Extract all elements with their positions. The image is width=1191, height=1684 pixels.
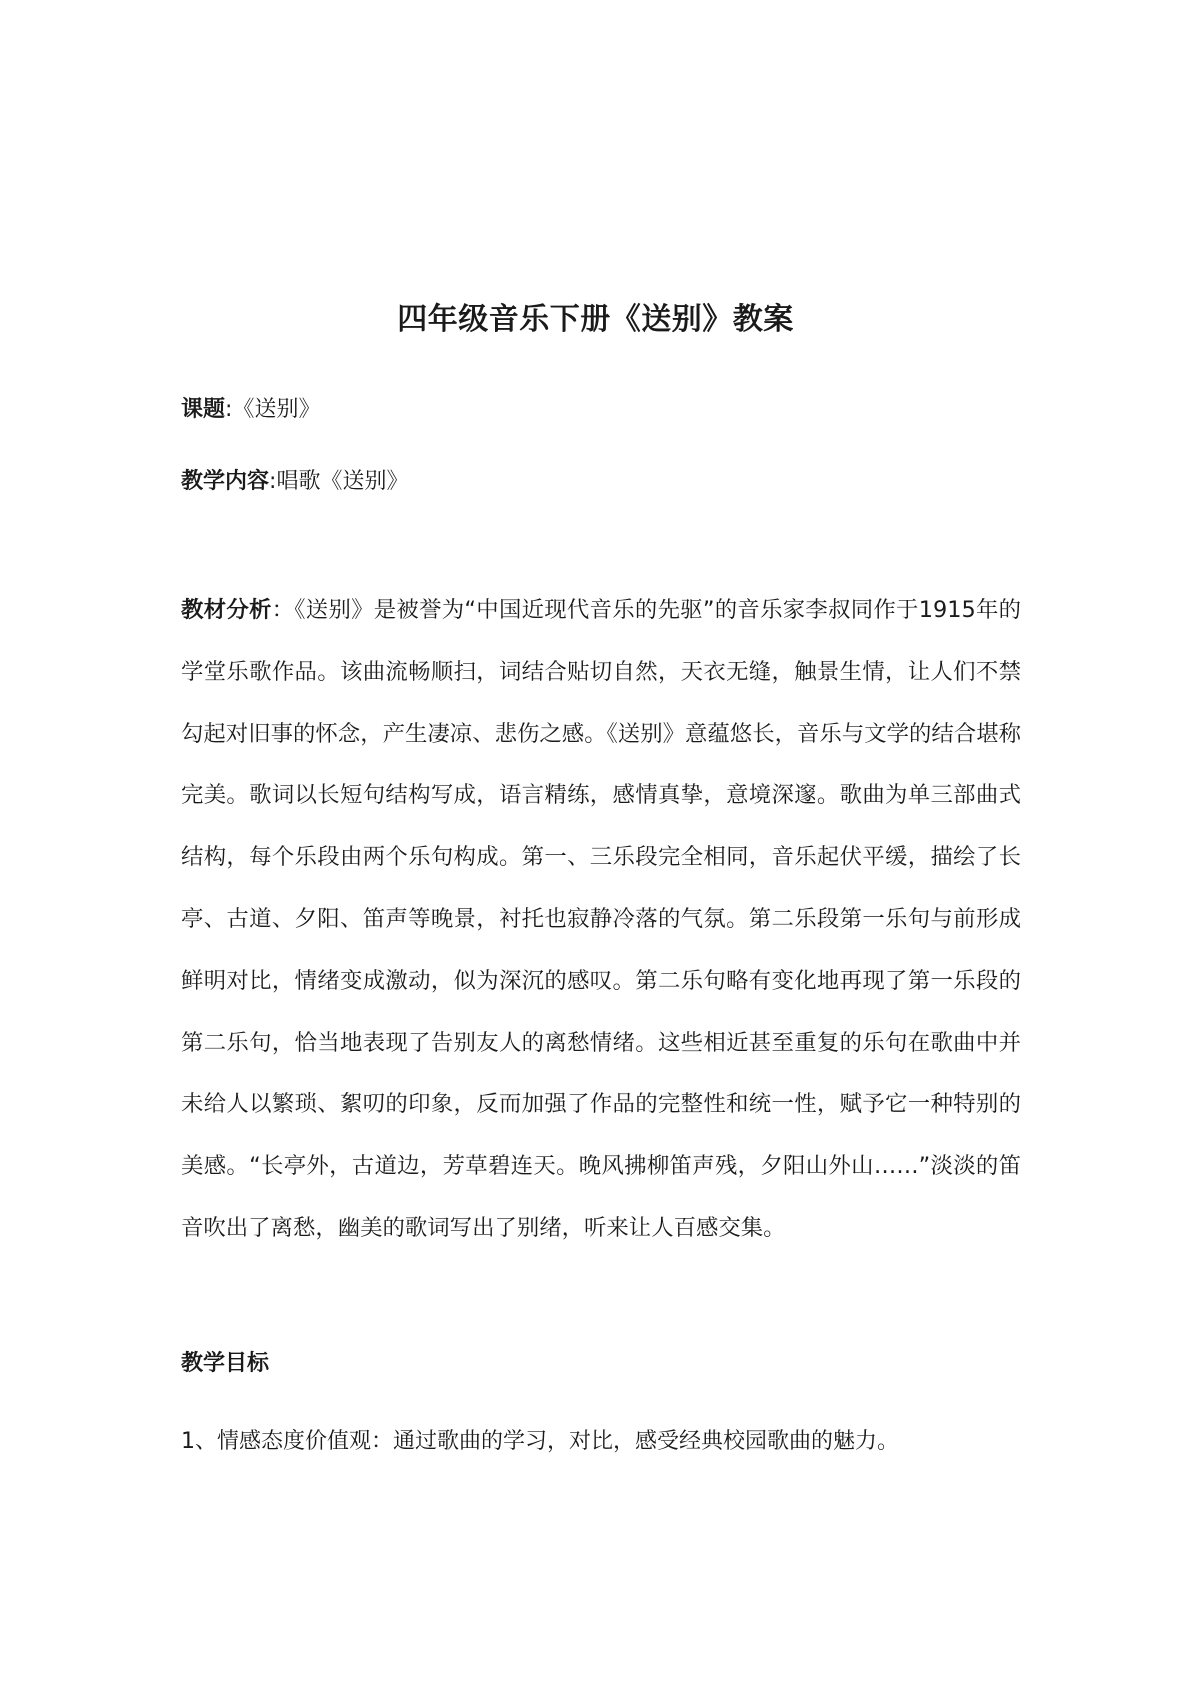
teaching-content-field: [181, 467, 1021, 497]
teaching-content-label: 教学内容: [181, 469, 270, 494]
material-analysis-separator: ：: [271, 597, 295, 623]
teaching-content-value: 唱歌《送别》: [276, 469, 409, 494]
document-title: 四年级音乐下册《送别》教案: [397, 302, 794, 337]
material-analysis-label: 教材分析: [181, 597, 272, 623]
teaching-goal-item: 1、情感态度价值观：通过歌曲的学习，对比，感受经典校园歌曲的魅力。: [181, 1429, 899, 1454]
material-analysis-text: 《送别》是被誉为“中国近现代音乐的先驱”的音乐家李叔同作于1915年的学堂乐歌作品。该曲流畅顺扫，词结合贴切自然，天衣无缝，触景生情，让人们不禁勾起对旧事的怀念，产生凄凉、悲伤之感。《送别》意蕴悠长，音乐与文学的结合堪称完美。歌词以长短句结构写成，语言精练，感情真挚，意境深邃。歌曲为单三部曲式结构，每个乐段由两个乐句构成。第一、三乐段完全相同，音乐起伏平缓，描绘了长亭、古道、夕阳、笛声等晚景，衬托也寂静冷落的气氛。第二乐段第一乐句与前形成鲜明对比，情绪变成激动，似为深沉的感叹。第二乐句略有变化地再现了第一乐段的第二乐句，恰当地表现了告别友人的离愁情绪。这些相近甚至重复的乐句在歌曲中并未给人以繁琐、絮叨的印象，反而加强了作品的完整性和统一性，赋予它一种特别的美感。“长亭外，古道边，芳草碧连天。晚风拂柳笛声残，夕阳山外山……”淡淡的笛音吹出了离愁，幽美的歌词写出了别绪，听来让人百感交集。: [181, 597, 1022, 1241]
topic-field: [181, 395, 1021, 425]
topic-value: 《送别》: [232, 397, 321, 422]
topic-label: 课题: [181, 397, 226, 422]
teaching-goals-heading: 教学目标: [181, 1351, 270, 1376]
material-analysis-paragraph: [181, 580, 1021, 1260]
topic-separator: :: [225, 397, 233, 422]
teaching-content-separator: :: [269, 469, 277, 494]
